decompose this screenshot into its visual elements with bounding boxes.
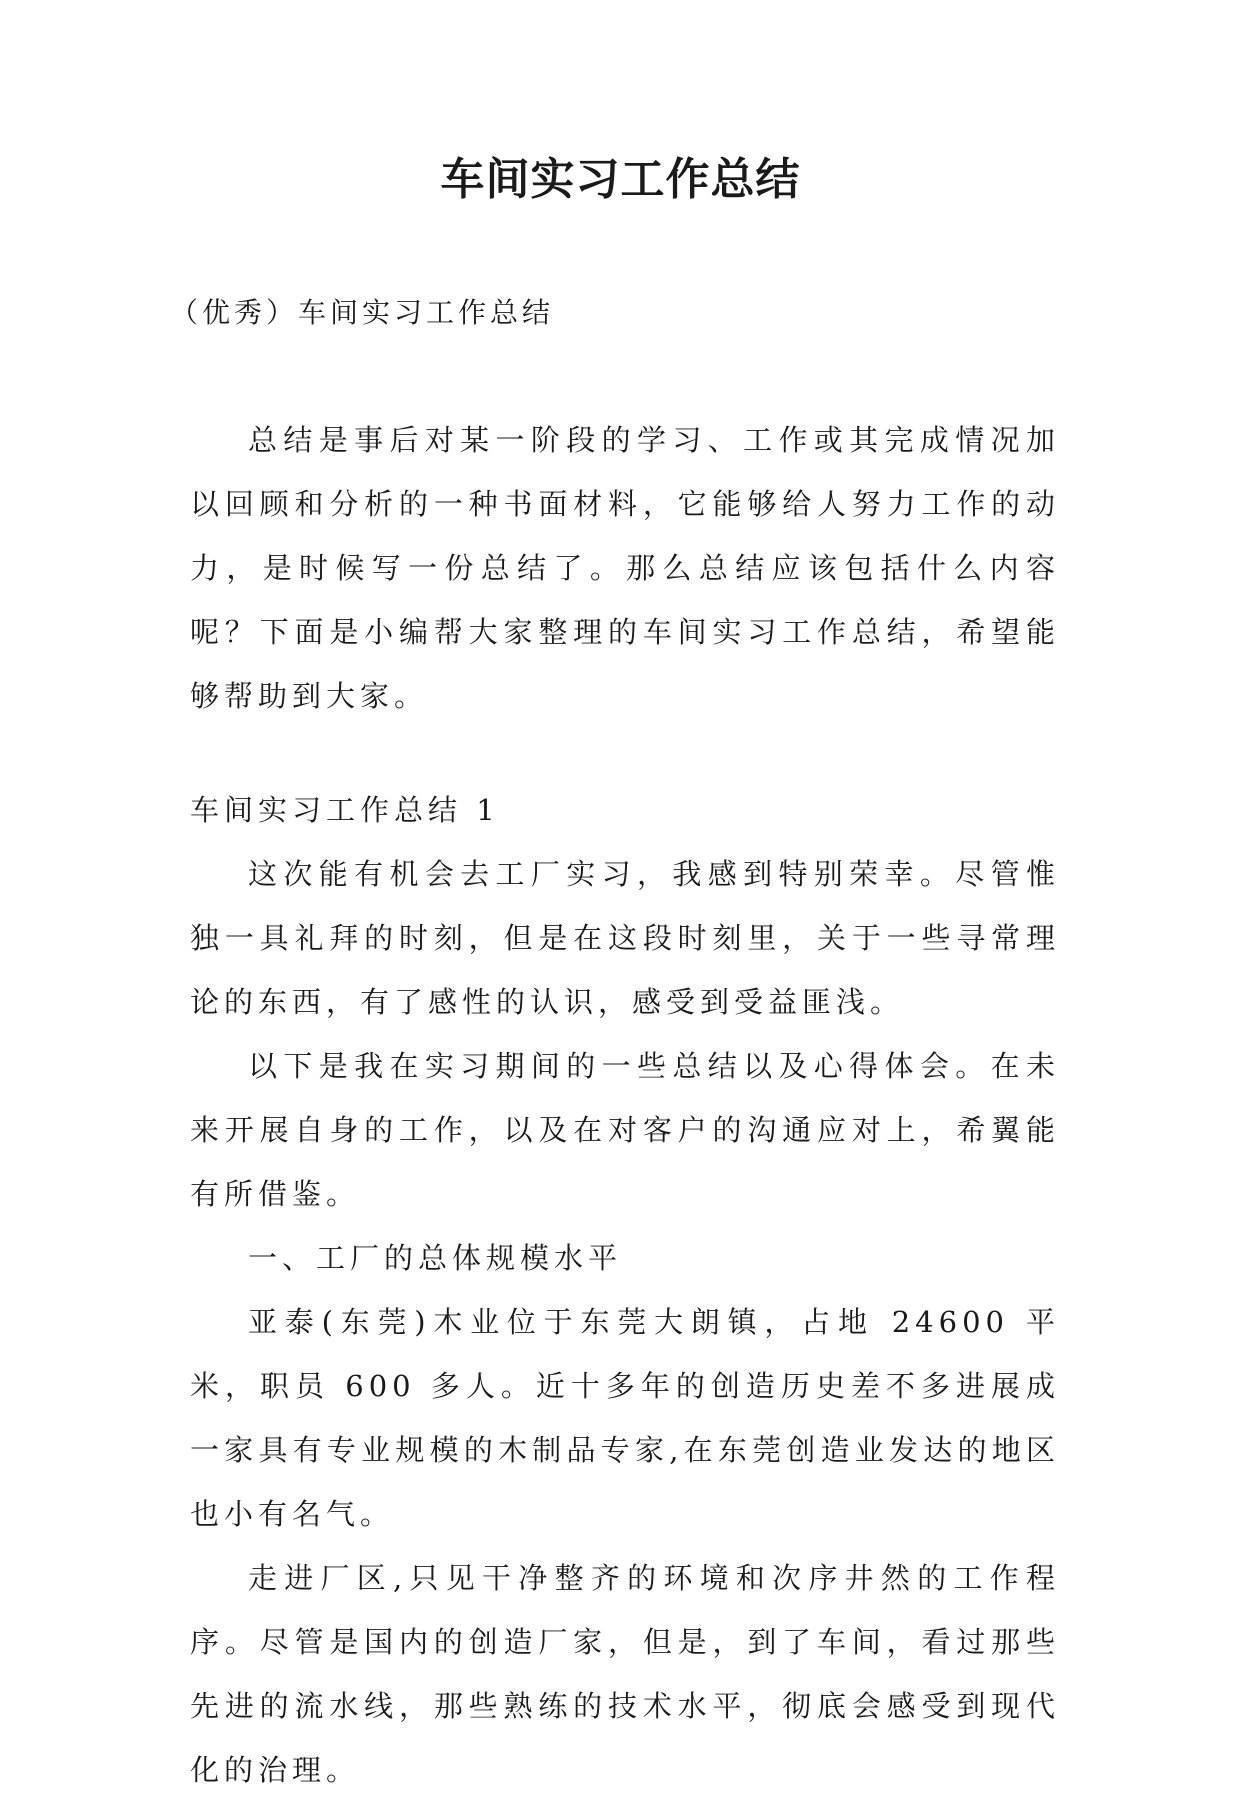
intro-paragraph: 总结是事后对某一阶段的学习、工作或其完成情况加以回顾和分析的一种书面材料，它能够给人努力工作的动力，是时候写一份总结了。那么总结应该包括什么内容呢？下面是小编帮大家整理的车间实习工作总结，希望能够帮助到大家。: [190, 423, 1060, 713]
document-subtitle: （优秀）车间实习工作总结: [170, 296, 555, 329]
body-paragraph: 亚泰(东莞)木业位于东莞大朗镇，占地 24600 平米，职员 600 多人。近十多年的创造历史差不多进展成一家具有专业规模的木制品专家,在东莞创造业发达的地区也小有名气。: [190, 1305, 1060, 1531]
body-paragraph: 走进厂区,只见干净整齐的环境和次序井然的工作程序。尽管是国内的创造厂家，但是，到了车间，看过那些先进的流水线，那些熟练的技术水平，彻底会感受到现代化的治理。: [190, 1561, 1060, 1787]
body-paragraph: 这次能有机会去工厂实习，我感到特别荣幸。尽管惟独一具礼拜的时刻，但是在这段时刻里，关于一些寻常理论的东西，有了感性的认识，感受到受益匪浅。: [190, 857, 1060, 1019]
document-body: [190, 408, 1060, 1802]
section-heading: 车间实习工作总结 1: [190, 793, 500, 827]
subsection-heading: 一、工厂的总体规模水平: [248, 1241, 623, 1275]
body-paragraph: 以下是我在实习期间的一些总结以及心得体会。在未来开展自身的工作，以及在对客户的沟通应对上，希翼能有所借鉴。: [190, 1049, 1060, 1211]
document-title: 车间实习工作总结: [440, 154, 801, 205]
